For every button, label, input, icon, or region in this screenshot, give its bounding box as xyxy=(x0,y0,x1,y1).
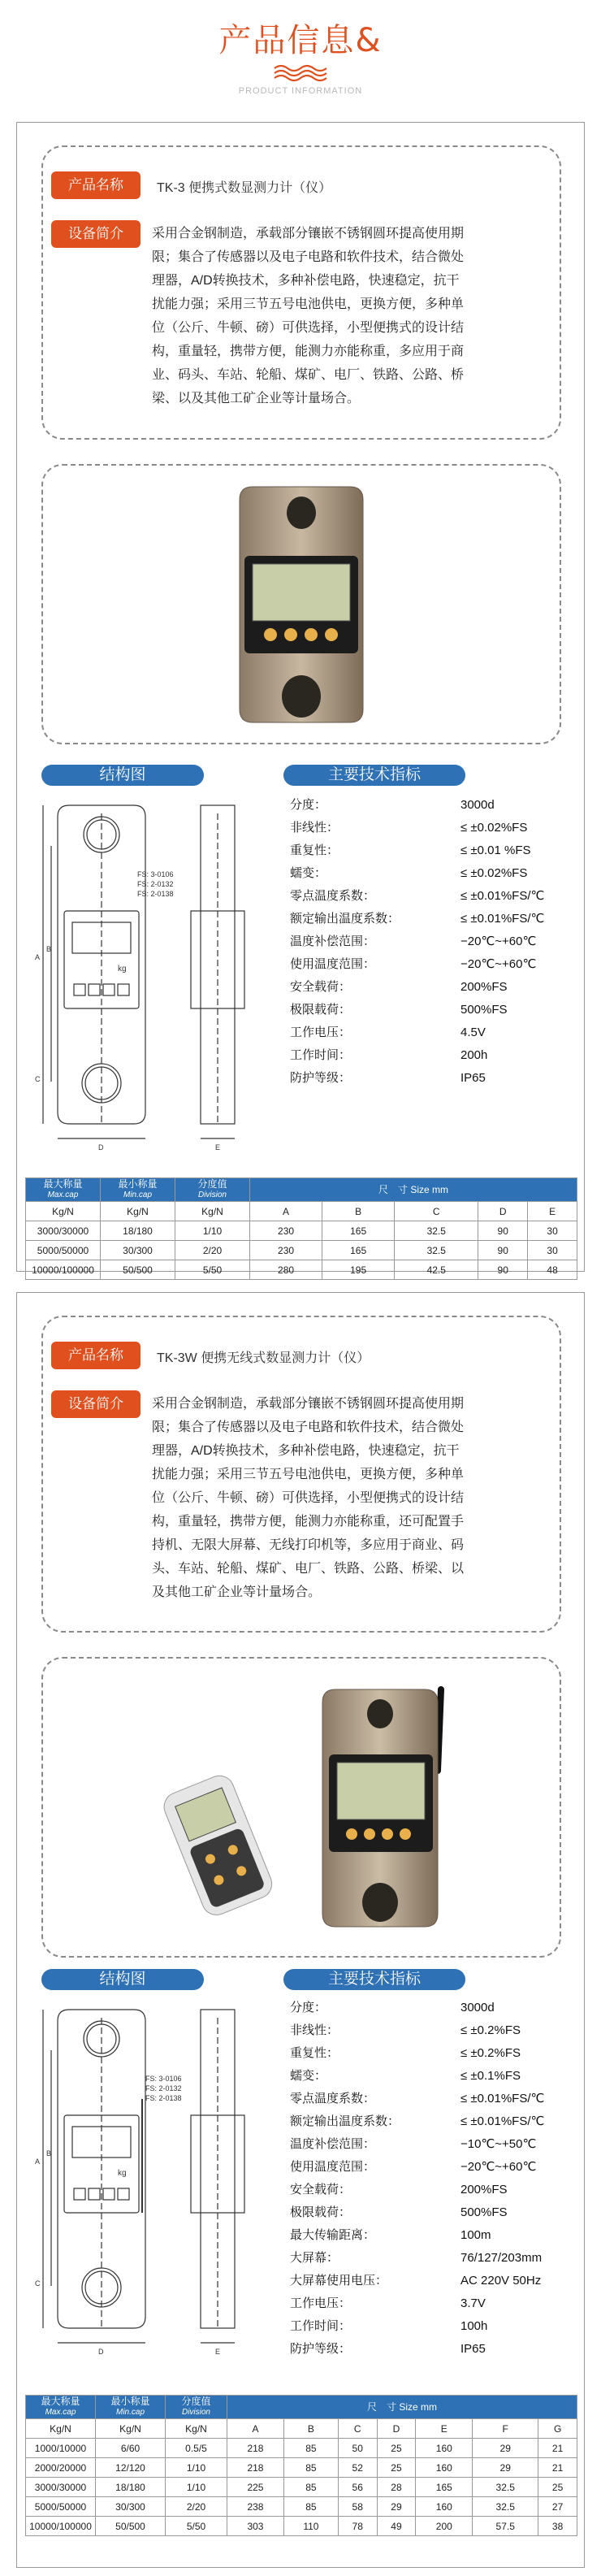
text-cell: A xyxy=(227,2419,284,2439)
text-cell: 最小称量 xyxy=(110,2396,150,2407)
table-row xyxy=(26,1221,577,1241)
wave-divider-icon xyxy=(273,63,328,81)
dimension-table xyxy=(25,2395,577,2536)
text-cell: 30/300 xyxy=(101,1241,175,1260)
structure-diagram-title: 结构图 xyxy=(41,1969,204,1990)
text-cell: Division xyxy=(181,2408,210,2417)
text-cell: 230 xyxy=(250,1241,322,1260)
text-cell: FS: 3-0106 xyxy=(145,2075,182,2083)
text-cell: 100m xyxy=(460,2228,491,2242)
text-cell: 尺 寸 Size mm xyxy=(227,2396,577,2419)
text-cell: ≤ ±0.01%FS/℃ xyxy=(460,912,545,926)
text-cell: 32.5 xyxy=(473,2497,538,2517)
text-cell: 3000d xyxy=(460,798,495,812)
text-cell: 200 xyxy=(416,2517,473,2536)
table-row xyxy=(26,2478,577,2497)
text-cell: 位（公斤、牛顿、磅）可供选择，小型便携式的设计结 xyxy=(152,321,465,335)
text-cell: 及其他工矿企业等计量场合。 xyxy=(152,1585,322,1599)
text-cell: D xyxy=(377,2419,416,2439)
text-cell: kg xyxy=(118,965,127,974)
text-cell: 30 xyxy=(528,1241,577,1260)
table-row xyxy=(26,2439,577,2458)
text-cell: 非线性： xyxy=(290,821,339,835)
text-cell: Kg/N xyxy=(26,1202,101,1221)
text-cell: 25 xyxy=(377,2439,416,2458)
text-cell: 10000/100000 xyxy=(26,1260,101,1280)
text-cell: 218 xyxy=(227,2439,284,2458)
text-cell: 理器，A/D转换技术，多种补偿电路，快速稳定，抗干 xyxy=(152,1444,460,1458)
text-cell: 38 xyxy=(538,2517,577,2536)
text-cell: 230 xyxy=(250,1221,322,1241)
text-cell: 扰能力强；采用三节五号电池供电，更换方便，多种单 xyxy=(152,297,465,311)
text-cell: 大屏幕使用电压： xyxy=(290,2274,388,2288)
text-cell: ≤ ±0.2%FS xyxy=(460,2023,521,2037)
text-cell: ≤ ±0.01%FS/℃ xyxy=(460,2092,545,2105)
text-cell: 200%FS xyxy=(460,2183,508,2197)
product-panel-1 xyxy=(16,122,585,1276)
text-cell: IP65 xyxy=(460,2342,486,2356)
text-cell: 27 xyxy=(538,2497,577,2517)
text-cell: kg xyxy=(118,2169,127,2178)
text-cell: 29 xyxy=(473,2458,538,2478)
description-box xyxy=(41,1316,561,1633)
text-cell: 安全载荷： xyxy=(290,2183,352,2197)
text-cell: 200%FS xyxy=(460,980,508,994)
text-cell: 160 xyxy=(416,2439,473,2458)
table-row xyxy=(26,1241,577,1260)
text-cell: 225 xyxy=(227,2478,284,2497)
text-cell: 280 xyxy=(250,1260,322,1280)
text-cell: 工作电压： xyxy=(290,2296,352,2310)
text-cell: Max.cap xyxy=(45,2408,76,2417)
text-cell: 85 xyxy=(283,2439,338,2458)
text-cell: 21 xyxy=(538,2458,577,2478)
description-box xyxy=(41,145,561,440)
text-cell: 18/180 xyxy=(96,2478,166,2497)
text-cell: 梁、以及其他工矿企业等计量场合。 xyxy=(152,392,361,405)
text-cell: 大屏幕： xyxy=(290,2251,339,2265)
spec-list xyxy=(290,794,544,1090)
text-cell: FS: 2-0138 xyxy=(137,890,174,898)
product-photo-box xyxy=(41,464,561,744)
tech-spec-title: 主要技术指标 xyxy=(283,1969,465,1990)
text-cell: 18/180 xyxy=(101,1221,175,1241)
text-cell: 重复性： xyxy=(290,2046,339,2060)
text-cell: 1/10 xyxy=(166,2458,227,2478)
text-cell: 500%FS xyxy=(460,2205,508,2219)
text-cell: 25 xyxy=(377,2458,416,2478)
text-cell: 1000/10000 xyxy=(26,2439,96,2458)
text-cell: 分度值 xyxy=(197,1178,227,1190)
text-cell: 工作时间： xyxy=(290,1048,352,1062)
text-cell: −20℃~+60℃ xyxy=(460,957,537,971)
text-cell: FS: 2-0132 xyxy=(145,2084,182,2092)
text-cell: Kg/N xyxy=(166,2419,227,2439)
text-cell: B xyxy=(283,2419,338,2439)
text-cell: 85 xyxy=(283,2497,338,2517)
dimension-table xyxy=(25,1177,577,1280)
text-cell: 32.5 xyxy=(473,2478,538,2497)
text-cell: 2/20 xyxy=(166,2497,227,2517)
text-cell: ≤ ±0.02%FS xyxy=(460,821,528,835)
spec-list xyxy=(290,1997,544,2361)
table-row xyxy=(26,2497,577,2517)
product-panel-2 xyxy=(16,1292,585,2568)
text-cell: 10000/100000 xyxy=(26,2517,96,2536)
table-row xyxy=(26,1260,577,1280)
text-cell: 32.5 xyxy=(395,1241,478,1260)
text-cell: 蠕变： xyxy=(290,2069,327,2083)
product-description xyxy=(152,1392,550,1604)
text-cell: ≤ ±0.01%FS/℃ xyxy=(460,889,545,903)
text-cell: 12/120 xyxy=(96,2458,166,2478)
text-cell: 2/20 xyxy=(175,1241,250,1260)
table-row xyxy=(26,2458,577,2478)
text-cell: FS: 3-0106 xyxy=(137,870,174,878)
page-header xyxy=(0,0,601,98)
text-cell: 温度补偿范围： xyxy=(290,935,376,948)
text-cell: 3000/30000 xyxy=(26,2478,96,2497)
text-cell: 工作时间： xyxy=(290,2319,352,2333)
product-name-tag: 产品名称 xyxy=(51,1342,141,1369)
text-cell: 最大称量 xyxy=(41,2396,80,2407)
text-cell: 头、车站、轮船、煤矿、电厂、铁路、公路、桥梁、以 xyxy=(152,1562,465,1576)
text-cell: B xyxy=(322,1202,395,1221)
text-cell: ≤ ±0.1%FS xyxy=(460,2069,521,2083)
text-cell: D xyxy=(98,2348,104,2356)
text-cell: 防护等级： xyxy=(290,2342,352,2356)
text-cell: C xyxy=(338,2419,377,2439)
text-cell: 303 xyxy=(227,2517,284,2536)
page-subtitle: PRODUCT INFORMATION xyxy=(238,86,363,96)
text-cell: 采用合金钢制造，承载部分镶嵌不锈钢圆环提高使用期 xyxy=(152,1397,465,1411)
text-cell: F xyxy=(473,2419,538,2439)
text-cell: 500%FS xyxy=(460,1003,508,1017)
text-cell: −20℃~+60℃ xyxy=(460,2160,537,2174)
text-cell: 3000d xyxy=(460,2001,495,2014)
text-cell: 安全载荷： xyxy=(290,980,352,994)
text-cell: 78 xyxy=(338,2517,377,2536)
text-cell: 165 xyxy=(322,1221,395,1241)
text-cell: 5/50 xyxy=(166,2517,227,2536)
text-cell: A xyxy=(35,2158,41,2166)
text-cell: 重复性： xyxy=(290,843,339,857)
text-cell: 90 xyxy=(478,1241,528,1260)
text-cell: 3.7V xyxy=(460,2296,486,2310)
text-cell: ≤ ±0.02%FS xyxy=(460,866,528,880)
text-cell: 218 xyxy=(227,2458,284,2478)
table-row xyxy=(26,2517,577,2536)
text-cell: 3000/30000 xyxy=(26,1221,101,1241)
product-name-tag: 产品名称 xyxy=(51,171,141,199)
text-cell: 限；集合了传感器以及电子电路和软件技术，结合微处 xyxy=(152,1420,465,1434)
text-cell: 4.5V xyxy=(460,1026,486,1039)
product-photo-box xyxy=(41,1657,561,1958)
text-cell: 42.5 xyxy=(395,1260,478,1280)
text-cell: 21 xyxy=(538,2439,577,2458)
text-cell: E xyxy=(215,2348,221,2356)
text-cell: 最大传输距离： xyxy=(290,2228,376,2242)
text-cell: 165 xyxy=(322,1241,395,1260)
structure-drawing xyxy=(32,789,275,1163)
text-cell: 25 xyxy=(538,2478,577,2497)
text-cell: 零点温度系数： xyxy=(290,2092,376,2105)
text-cell: 极限载荷： xyxy=(290,1003,352,1017)
page-title: 产品信息& xyxy=(218,22,383,59)
text-cell: 极限载荷： xyxy=(290,2205,352,2219)
text-cell: AC 220V 50Hz xyxy=(460,2274,542,2288)
text-cell: 构，重量轻，携带方便，能测力亦能称重，还可配置手 xyxy=(152,1515,465,1529)
text-cell: Division xyxy=(197,1190,227,1199)
text-cell: 50/500 xyxy=(101,1260,175,1280)
text-cell: 30/300 xyxy=(96,2497,166,2517)
text-cell: 零点温度系数： xyxy=(290,889,376,903)
text-cell: Max.cap xyxy=(47,1190,79,1199)
text-cell: 85 xyxy=(283,2458,338,2478)
text-cell: C xyxy=(395,1202,478,1221)
text-cell: B xyxy=(46,945,52,953)
text-cell: C xyxy=(35,1075,41,1083)
description-tag: 设备简介 xyxy=(51,1390,141,1418)
text-cell: 理器，A/D转换技术，多种补偿电路，快速稳定，抗干 xyxy=(152,274,460,288)
text-cell: 构，重量轻，携带方便，能测力亦能称重，多应用于商 xyxy=(152,345,465,358)
text-cell: 76/127/203mm xyxy=(460,2251,543,2265)
dynamometer-photo xyxy=(228,479,374,731)
text-cell: 最大称量 xyxy=(43,1178,83,1190)
text-cell: 额定输出温度系数： xyxy=(290,2114,400,2128)
text-cell: 50 xyxy=(338,2439,377,2458)
product-description xyxy=(152,222,550,410)
text-cell: FS: 2-0138 xyxy=(145,2094,182,2102)
text-cell: 85 xyxy=(283,2478,338,2497)
text-cell: 165 xyxy=(416,2478,473,2497)
text-cell: Kg/N xyxy=(26,2419,96,2439)
wireless-dynamometer-photo xyxy=(157,1673,482,1941)
text-cell: C xyxy=(35,2279,41,2288)
text-cell: 30 xyxy=(528,1221,577,1241)
text-cell: 110 xyxy=(283,2517,338,2536)
text-cell: E xyxy=(215,1143,221,1151)
text-cell: 1/10 xyxy=(166,2478,227,2497)
text-cell: 200h xyxy=(460,1048,488,1062)
text-cell: 29 xyxy=(377,2497,416,2517)
text-cell: 238 xyxy=(227,2497,284,2517)
description-tag: 设备简介 xyxy=(51,220,141,248)
text-cell: ≤ ±0.01 %FS xyxy=(460,843,531,857)
text-cell: D xyxy=(98,1143,104,1151)
text-cell: 2000/20000 xyxy=(26,2458,96,2478)
text-cell: ≤ ±0.2%FS xyxy=(460,2046,521,2060)
text-cell: 48 xyxy=(528,1260,577,1280)
text-cell: 持机、无限大屏幕、无线打印机等，多应用于商业、码 xyxy=(152,1538,465,1552)
text-cell: −20℃~+60℃ xyxy=(460,935,537,948)
text-cell: 56 xyxy=(338,2478,377,2497)
text-cell: 32.5 xyxy=(395,1221,478,1241)
text-cell: 57.5 xyxy=(473,2517,538,2536)
text-cell: 5/50 xyxy=(175,1260,250,1280)
text-cell: A xyxy=(250,1202,322,1221)
text-cell: 工作电压： xyxy=(290,1026,352,1039)
text-cell: Kg/N xyxy=(96,2419,166,2439)
text-cell: Kg/N xyxy=(101,1202,175,1221)
text-cell: 蠕变： xyxy=(290,866,327,880)
text-cell: 采用合金钢制造，承载部分镶嵌不锈钢圆环提高使用期 xyxy=(152,227,465,241)
text-cell: 额定输出温度系数： xyxy=(290,912,400,926)
text-cell: 5000/50000 xyxy=(26,1241,101,1260)
text-cell: 使用温度范围： xyxy=(290,2160,376,2174)
text-cell: D xyxy=(478,1202,528,1221)
text-cell: G xyxy=(538,2419,577,2439)
text-cell: 49 xyxy=(377,2517,416,2536)
text-cell: 温度补偿范围： xyxy=(290,2137,376,2151)
text-cell: A xyxy=(35,953,41,961)
text-cell: 0.5/5 xyxy=(166,2439,227,2458)
text-cell: 100h xyxy=(460,2319,488,2333)
text-cell: 160 xyxy=(416,2497,473,2517)
structure-drawing xyxy=(32,1993,275,2367)
tech-spec-title: 主要技术指标 xyxy=(283,765,465,786)
text-cell: FS: 2-0132 xyxy=(137,880,174,888)
text-cell: 限；集合了传感器以及电子电路和软件技术，结合微处 xyxy=(152,250,465,264)
text-cell: 分度值 xyxy=(181,2396,211,2407)
text-cell: Kg/N xyxy=(175,1202,250,1221)
text-cell: E xyxy=(416,2419,473,2439)
text-cell: 最小称量 xyxy=(118,1178,158,1190)
product-name: TK-3W 便携无线式数显测力计（仪） xyxy=(157,1351,370,1365)
text-cell: E xyxy=(528,1202,577,1221)
text-cell: 160 xyxy=(416,2458,473,2478)
text-cell: 58 xyxy=(338,2497,377,2517)
text-cell: 业、码头、车站、轮船、煤矿、电厂、铁路、公路、桥 xyxy=(152,368,465,382)
text-cell: 5000/50000 xyxy=(26,2497,96,2517)
text-cell: 28 xyxy=(377,2478,416,2497)
product-name: TK-3 便携式数显测力计（仪） xyxy=(157,181,332,195)
text-cell: 90 xyxy=(478,1221,528,1241)
text-cell: 90 xyxy=(478,1260,528,1280)
text-cell: −10℃~+50℃ xyxy=(460,2137,537,2151)
text-cell: 195 xyxy=(322,1260,395,1280)
text-cell: 1/10 xyxy=(175,1221,250,1241)
text-cell: 分度： xyxy=(290,2001,327,2014)
text-cell: 防护等级： xyxy=(290,1071,352,1085)
text-cell: 非线性： xyxy=(290,2023,339,2037)
text-cell: 使用温度范围： xyxy=(290,957,376,971)
text-cell: 尺 寸 Size mm xyxy=(250,1178,577,1202)
text-cell: 6/60 xyxy=(96,2439,166,2458)
text-cell: B xyxy=(46,2149,52,2158)
text-cell: ≤ ±0.01%FS/℃ xyxy=(460,2114,545,2128)
text-cell: 50/500 xyxy=(96,2517,166,2536)
text-cell: Min.cap xyxy=(123,1190,152,1199)
text-cell: 扰能力强；采用三节五号电池供电，更换方便，多种单 xyxy=(152,1468,465,1481)
structure-diagram-title: 结构图 xyxy=(41,765,204,786)
text-cell: 52 xyxy=(338,2458,377,2478)
text-cell: 29 xyxy=(473,2439,538,2458)
text-cell: 分度： xyxy=(290,798,327,812)
text-cell: 位（公斤、牛顿、磅）可供选择，小型便携式的设计结 xyxy=(152,1491,465,1505)
text-cell: Min.cap xyxy=(115,2408,145,2417)
text-cell: IP65 xyxy=(460,1071,486,1085)
